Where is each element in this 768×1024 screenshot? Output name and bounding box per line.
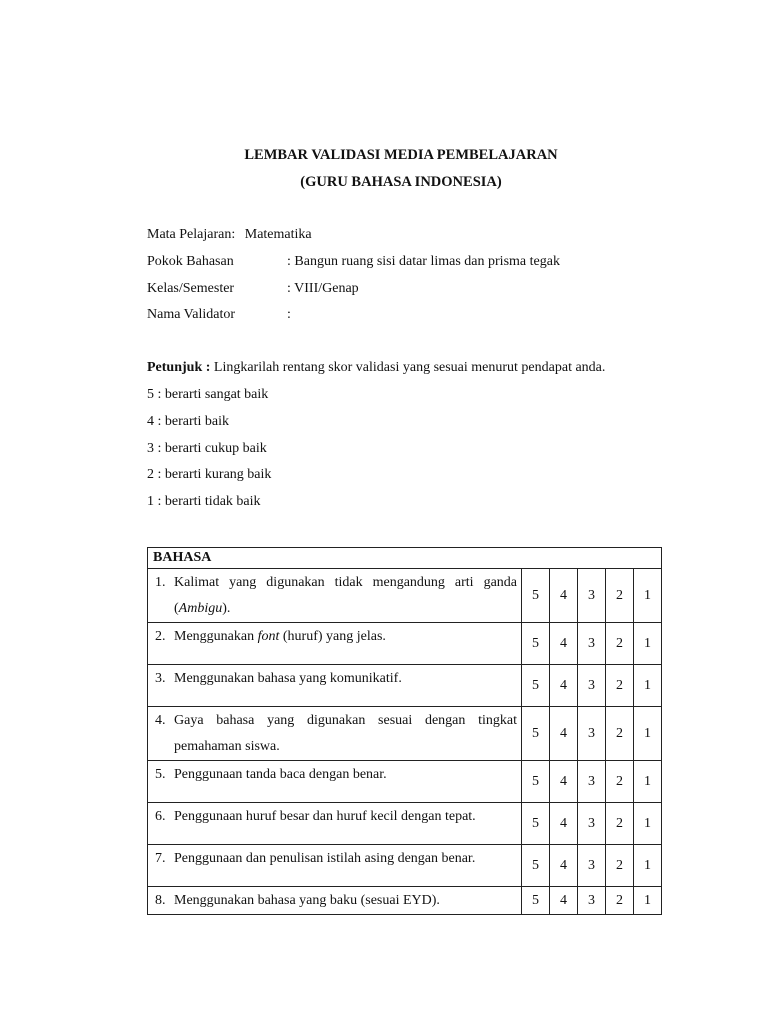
score-option-1[interactable]: 1: [634, 665, 662, 707]
table-row: [148, 707, 662, 761]
statement-text-italic: Ambigu: [178, 601, 223, 616]
scale-item: 5 : berarti sangat baik: [147, 387, 269, 402]
score-option-5[interactable]: 5: [522, 761, 550, 803]
score-option-5[interactable]: 5: [522, 887, 550, 915]
score-option-3[interactable]: 3: [578, 569, 606, 623]
statement-text: [174, 846, 517, 872]
score-option-2[interactable]: 2: [606, 803, 634, 845]
statement-text: [174, 624, 517, 650]
info-topic-value: : Bangun ruang sisi datar limas dan prisma tegak: [287, 254, 560, 269]
info-class-label: Kelas/Semester: [147, 281, 235, 296]
score-option-2[interactable]: 2: [606, 707, 634, 761]
statement-text-main: Penggunaan tanda baca dengan benar.: [174, 767, 387, 782]
statement-text-main: Menggunakan bahasa yang komunikatif.: [174, 671, 402, 686]
score-option-1[interactable]: 1: [634, 887, 662, 915]
statement-number: 8.: [155, 893, 166, 908]
statement-number: 5.: [155, 767, 166, 782]
score-option-4[interactable]: 4: [550, 887, 578, 915]
info-class-row: [147, 281, 359, 297]
statement-text-main: Menggunakan: [174, 629, 258, 644]
table-section-row: [148, 548, 662, 569]
statement-text-main: Gaya bahasa yang digunakan sesuai dengan tingkat pemahaman siswa.: [174, 713, 517, 754]
score-option-4[interactable]: 4: [550, 665, 578, 707]
info-validator-label: Nama Validator: [147, 307, 235, 322]
score-option-5[interactable]: 5: [522, 665, 550, 707]
info-class-value: : VIII/Genap: [287, 281, 359, 296]
statement-text-tail: ).: [222, 601, 231, 616]
instructions-row: [147, 360, 605, 376]
score-option-5[interactable]: 5: [522, 707, 550, 761]
info-validator-value: :: [287, 307, 291, 322]
score-option-1[interactable]: 1: [634, 569, 662, 623]
statement-text: [174, 570, 517, 622]
table-row: [148, 761, 662, 803]
score-option-4[interactable]: 4: [550, 761, 578, 803]
instructions-text: Lingkarilah rentang skor validasi yang sesuai menurut pendapat anda.: [213, 360, 606, 375]
score-option-3[interactable]: 3: [578, 845, 606, 887]
score-option-2[interactable]: 2: [606, 665, 634, 707]
score-option-5[interactable]: 5: [522, 623, 550, 665]
scale-item: 2 : berarti kurang baik: [147, 467, 272, 482]
score-option-1[interactable]: 1: [634, 803, 662, 845]
score-option-2[interactable]: 2: [606, 845, 634, 887]
score-option-4[interactable]: 4: [550, 803, 578, 845]
statement-number: 3.: [155, 671, 166, 686]
statement-text-main: Penggunaan huruf besar dan huruf kecil dengan tepat.: [174, 809, 476, 824]
score-option-4[interactable]: 4: [550, 845, 578, 887]
statement-text-italic: font: [257, 629, 280, 644]
table-row: [148, 845, 662, 887]
statement-cell: [148, 887, 522, 915]
document-title: LEMBAR VALIDASI MEDIA PEMBELAJARAN: [244, 147, 558, 163]
statement-text: [174, 762, 517, 788]
statement-cell: [148, 761, 522, 803]
info-validator-row: [147, 307, 291, 323]
table-row: [148, 569, 662, 623]
score-option-2[interactable]: 2: [606, 623, 634, 665]
table-section-label: BAHASA: [148, 548, 662, 569]
statement-cell: [148, 569, 522, 623]
statement-number: 6.: [155, 809, 166, 824]
score-option-1[interactable]: 1: [634, 761, 662, 803]
info-subject-row: [147, 227, 312, 243]
table-row: [148, 665, 662, 707]
scale-item: 4 : berarti baik: [147, 414, 230, 429]
scale-item: 3 : berarti cukup baik: [147, 441, 267, 456]
statement-text: [174, 708, 517, 760]
score-option-4[interactable]: 4: [550, 623, 578, 665]
score-option-3[interactable]: 3: [578, 803, 606, 845]
statement-cell: [148, 707, 522, 761]
info-topic-label: Pokok Bahasan: [147, 254, 234, 269]
score-option-1[interactable]: 1: [634, 707, 662, 761]
statement-text: [174, 888, 517, 914]
info-subject-value: Matematika: [244, 227, 312, 242]
info-topic-row: [147, 254, 560, 270]
statement-cell: [148, 665, 522, 707]
table-row: [148, 623, 662, 665]
score-option-2[interactable]: 2: [606, 887, 634, 915]
score-option-2[interactable]: 2: [606, 569, 634, 623]
info-subject-label: Mata Pelajaran:: [147, 227, 236, 242]
table-row: [148, 887, 662, 915]
statement-number: 7.: [155, 851, 166, 866]
instructions-label: Petunjuk :: [147, 360, 211, 375]
validation-table: [147, 547, 662, 915]
statement-number: 1.: [155, 575, 166, 590]
statement-cell: [148, 845, 522, 887]
statement-number: 2.: [155, 629, 166, 644]
score-option-4[interactable]: 4: [550, 707, 578, 761]
score-option-2[interactable]: 2: [606, 761, 634, 803]
statement-text-tail: (huruf) yang jelas.: [279, 629, 386, 644]
scale-item: 1 : berarti tidak baik: [147, 494, 261, 509]
statement-text-main: Kalimat yang digunakan tidak mengandung arti ganda (: [174, 575, 517, 616]
score-option-5[interactable]: 5: [522, 803, 550, 845]
statement-text-main: Menggunakan bahasa yang baku (sesuai EYD).: [174, 893, 440, 908]
score-option-3[interactable]: 3: [578, 887, 606, 915]
score-option-3[interactable]: 3: [578, 623, 606, 665]
statement-number: 4.: [155, 713, 166, 728]
statement-text: [174, 666, 517, 692]
statement-text: [174, 804, 517, 830]
score-option-5[interactable]: 5: [522, 845, 550, 887]
score-option-3[interactable]: 3: [578, 665, 606, 707]
table-body: [148, 569, 662, 915]
document-subtitle: (GURU BAHASA INDONESIA): [300, 174, 502, 190]
score-option-3[interactable]: 3: [578, 707, 606, 761]
score-option-3[interactable]: 3: [578, 761, 606, 803]
score-option-4[interactable]: 4: [550, 569, 578, 623]
statement-cell: [148, 623, 522, 665]
score-option-5[interactable]: 5: [522, 569, 550, 623]
statement-cell: [148, 803, 522, 845]
statement-text-main: Penggunaan dan penulisan istilah asing dengan benar.: [174, 851, 476, 866]
score-option-1[interactable]: 1: [634, 623, 662, 665]
table-row: [148, 803, 662, 845]
score-option-1[interactable]: 1: [634, 845, 662, 887]
